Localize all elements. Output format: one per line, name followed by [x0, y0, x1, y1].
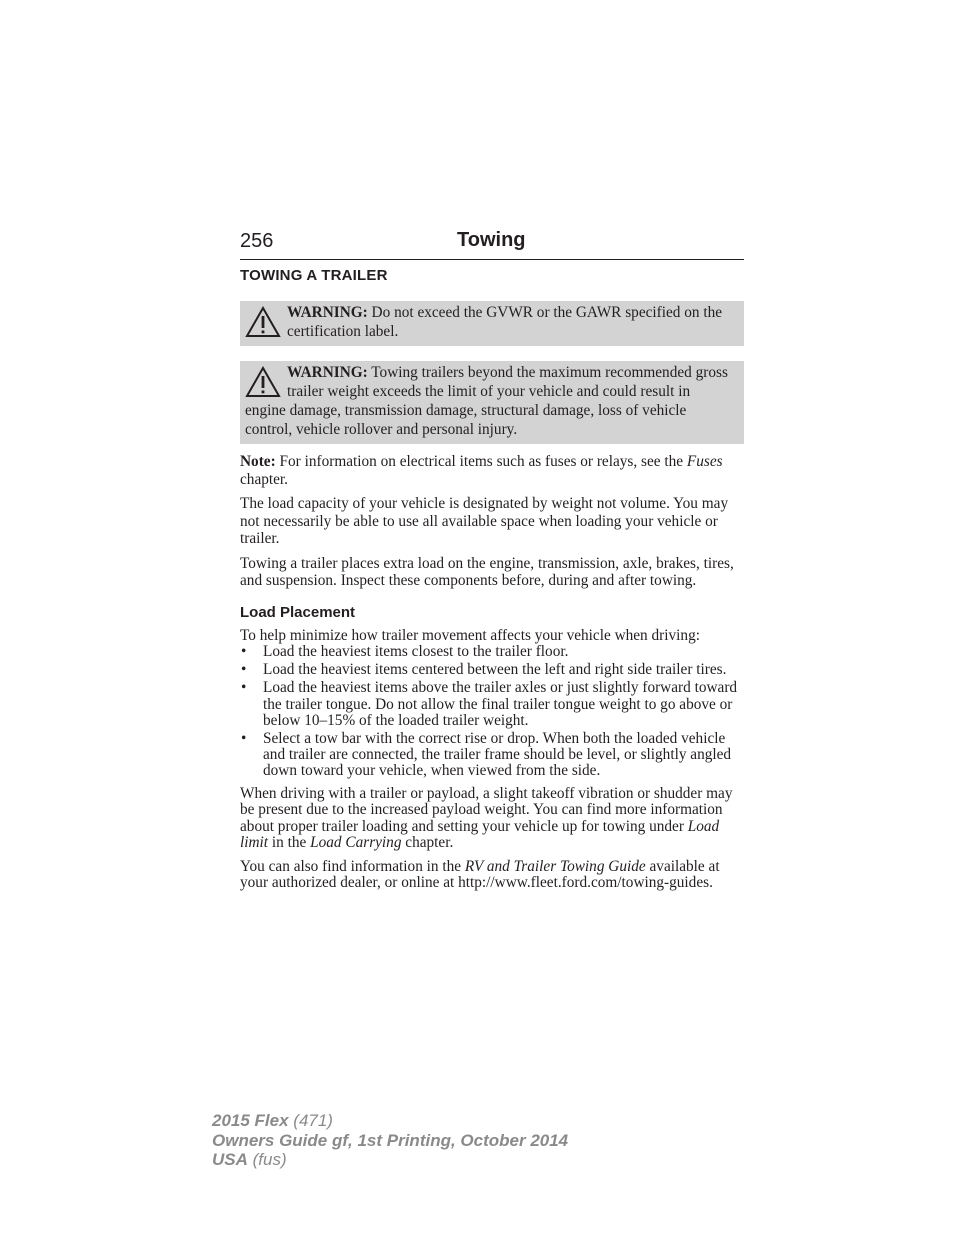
- warning-box-1: [240, 301, 744, 346]
- footer-line-model: [212, 1111, 568, 1131]
- warning-text: Do not exceed the GVWR or the GAWR specified on the certification label.: [287, 304, 723, 340]
- footer-model: 2015 Flex: [212, 1111, 289, 1130]
- section-title: TOWING A TRAILER: [240, 267, 388, 284]
- footer-line-guide: [212, 1131, 568, 1151]
- bullet-icon: •: [241, 661, 247, 679]
- list-item-text: Load the heaviest items above the trailer axles or just slightly forward toward the trailer tongue. Do not allow the final trailer tongue weight to go above or below 10–15% of the loaded trailer weight.: [263, 679, 738, 729]
- warning-label: WARNING:: [287, 304, 368, 321]
- warning-triangle-icon: [245, 366, 281, 398]
- fuses-chapter-reference: Fuses: [686, 453, 723, 470]
- warning-box-2: [240, 361, 744, 444]
- payload-text-mid: in the: [268, 834, 311, 852]
- load-placement-list: [240, 644, 744, 780]
- page-footer: [212, 1111, 568, 1170]
- list-item-text: Select a tow bar with the correct rise or drop. When both the loaded vehicle and trailer are connected, the trailer frame should be level, or slightly angled down toward your vehicle, when viewed from the side.: [263, 730, 732, 780]
- note-text-end: chapter.: [240, 470, 288, 488]
- footer-market: USA: [212, 1150, 248, 1169]
- load-carrying-chapter-reference: Load Carrying: [310, 834, 402, 852]
- list-item: [240, 662, 744, 678]
- list-item-text: Load the heaviest items centered between the left and right side trailer tires.: [263, 661, 727, 679]
- footer-market-code: (fus): [247, 1150, 287, 1169]
- payload-text-end: chapter.: [401, 834, 454, 852]
- towing-guide-reference: RV and Trailer Towing Guide: [464, 857, 646, 875]
- footer-model-code: (471): [288, 1111, 333, 1130]
- bullet-icon: •: [241, 730, 247, 748]
- page-header: [240, 228, 744, 260]
- note-paragraph: [240, 453, 744, 488]
- towing-load-paragraph: Towing a trailer places extra load on the engine, transmission, axle, brakes, tires, and suspension. Inspect these components before, during and after towing.: [240, 554, 734, 589]
- warning-label: WARNING:: [287, 364, 368, 381]
- note-text: For information on electrical items such as fuses or relays, see the: [275, 453, 687, 470]
- load-limit-reference: Load limit: [240, 817, 720, 852]
- warning-text: Towing trailers beyond the maximum recommended gross trailer weight exceeds the limit of your vehicle and could result in engine damage, transmission damage, structural damage, loss of vehicle control, vehicle rollover and personal injury.: [245, 364, 728, 438]
- footer-guide-edition: Owners Guide gf, 1st Printing, October 2014: [212, 1130, 569, 1150]
- load-placement-intro: To help minimize how trailer movement affects your vehicle when driving:: [240, 626, 700, 644]
- bullet-icon: •: [241, 643, 247, 660]
- warning-triangle-icon: [245, 306, 281, 338]
- load-capacity-paragraph: The load capacity of your vehicle is designated by weight not volume. You may not necessarily be able to use all available space when loading your vehicle or trailer.: [240, 495, 729, 547]
- bullet-icon: •: [241, 679, 247, 697]
- chapter-title: Towing: [457, 229, 526, 251]
- subsection-title: Load Placement: [240, 603, 356, 621]
- list-item: [240, 644, 744, 660]
- note-label: Note:: [240, 453, 276, 470]
- list-item: [240, 680, 744, 729]
- guide-text: You can also find information in the: [240, 857, 465, 875]
- footer-line-market: [212, 1150, 568, 1170]
- page-number: 256: [240, 230, 274, 252]
- payload-paragraph: [240, 786, 744, 852]
- page-content: [240, 267, 744, 899]
- list-item-text: Load the heaviest items closest to the trailer floor.: [263, 643, 569, 660]
- list-item: [240, 731, 744, 780]
- towing-guide-paragraph: [240, 859, 744, 892]
- guide-text-end: available at your authorized dealer, or online at http://www.fleet.ford.com/towing-guides.: [240, 857, 720, 892]
- payload-text: When driving with a trailer or payload, a slight takeoff vibration or shudder may be present due to the increased payload weight. You can find more information about proper trailer loading and setting your vehicle up for towing under: [240, 784, 733, 835]
